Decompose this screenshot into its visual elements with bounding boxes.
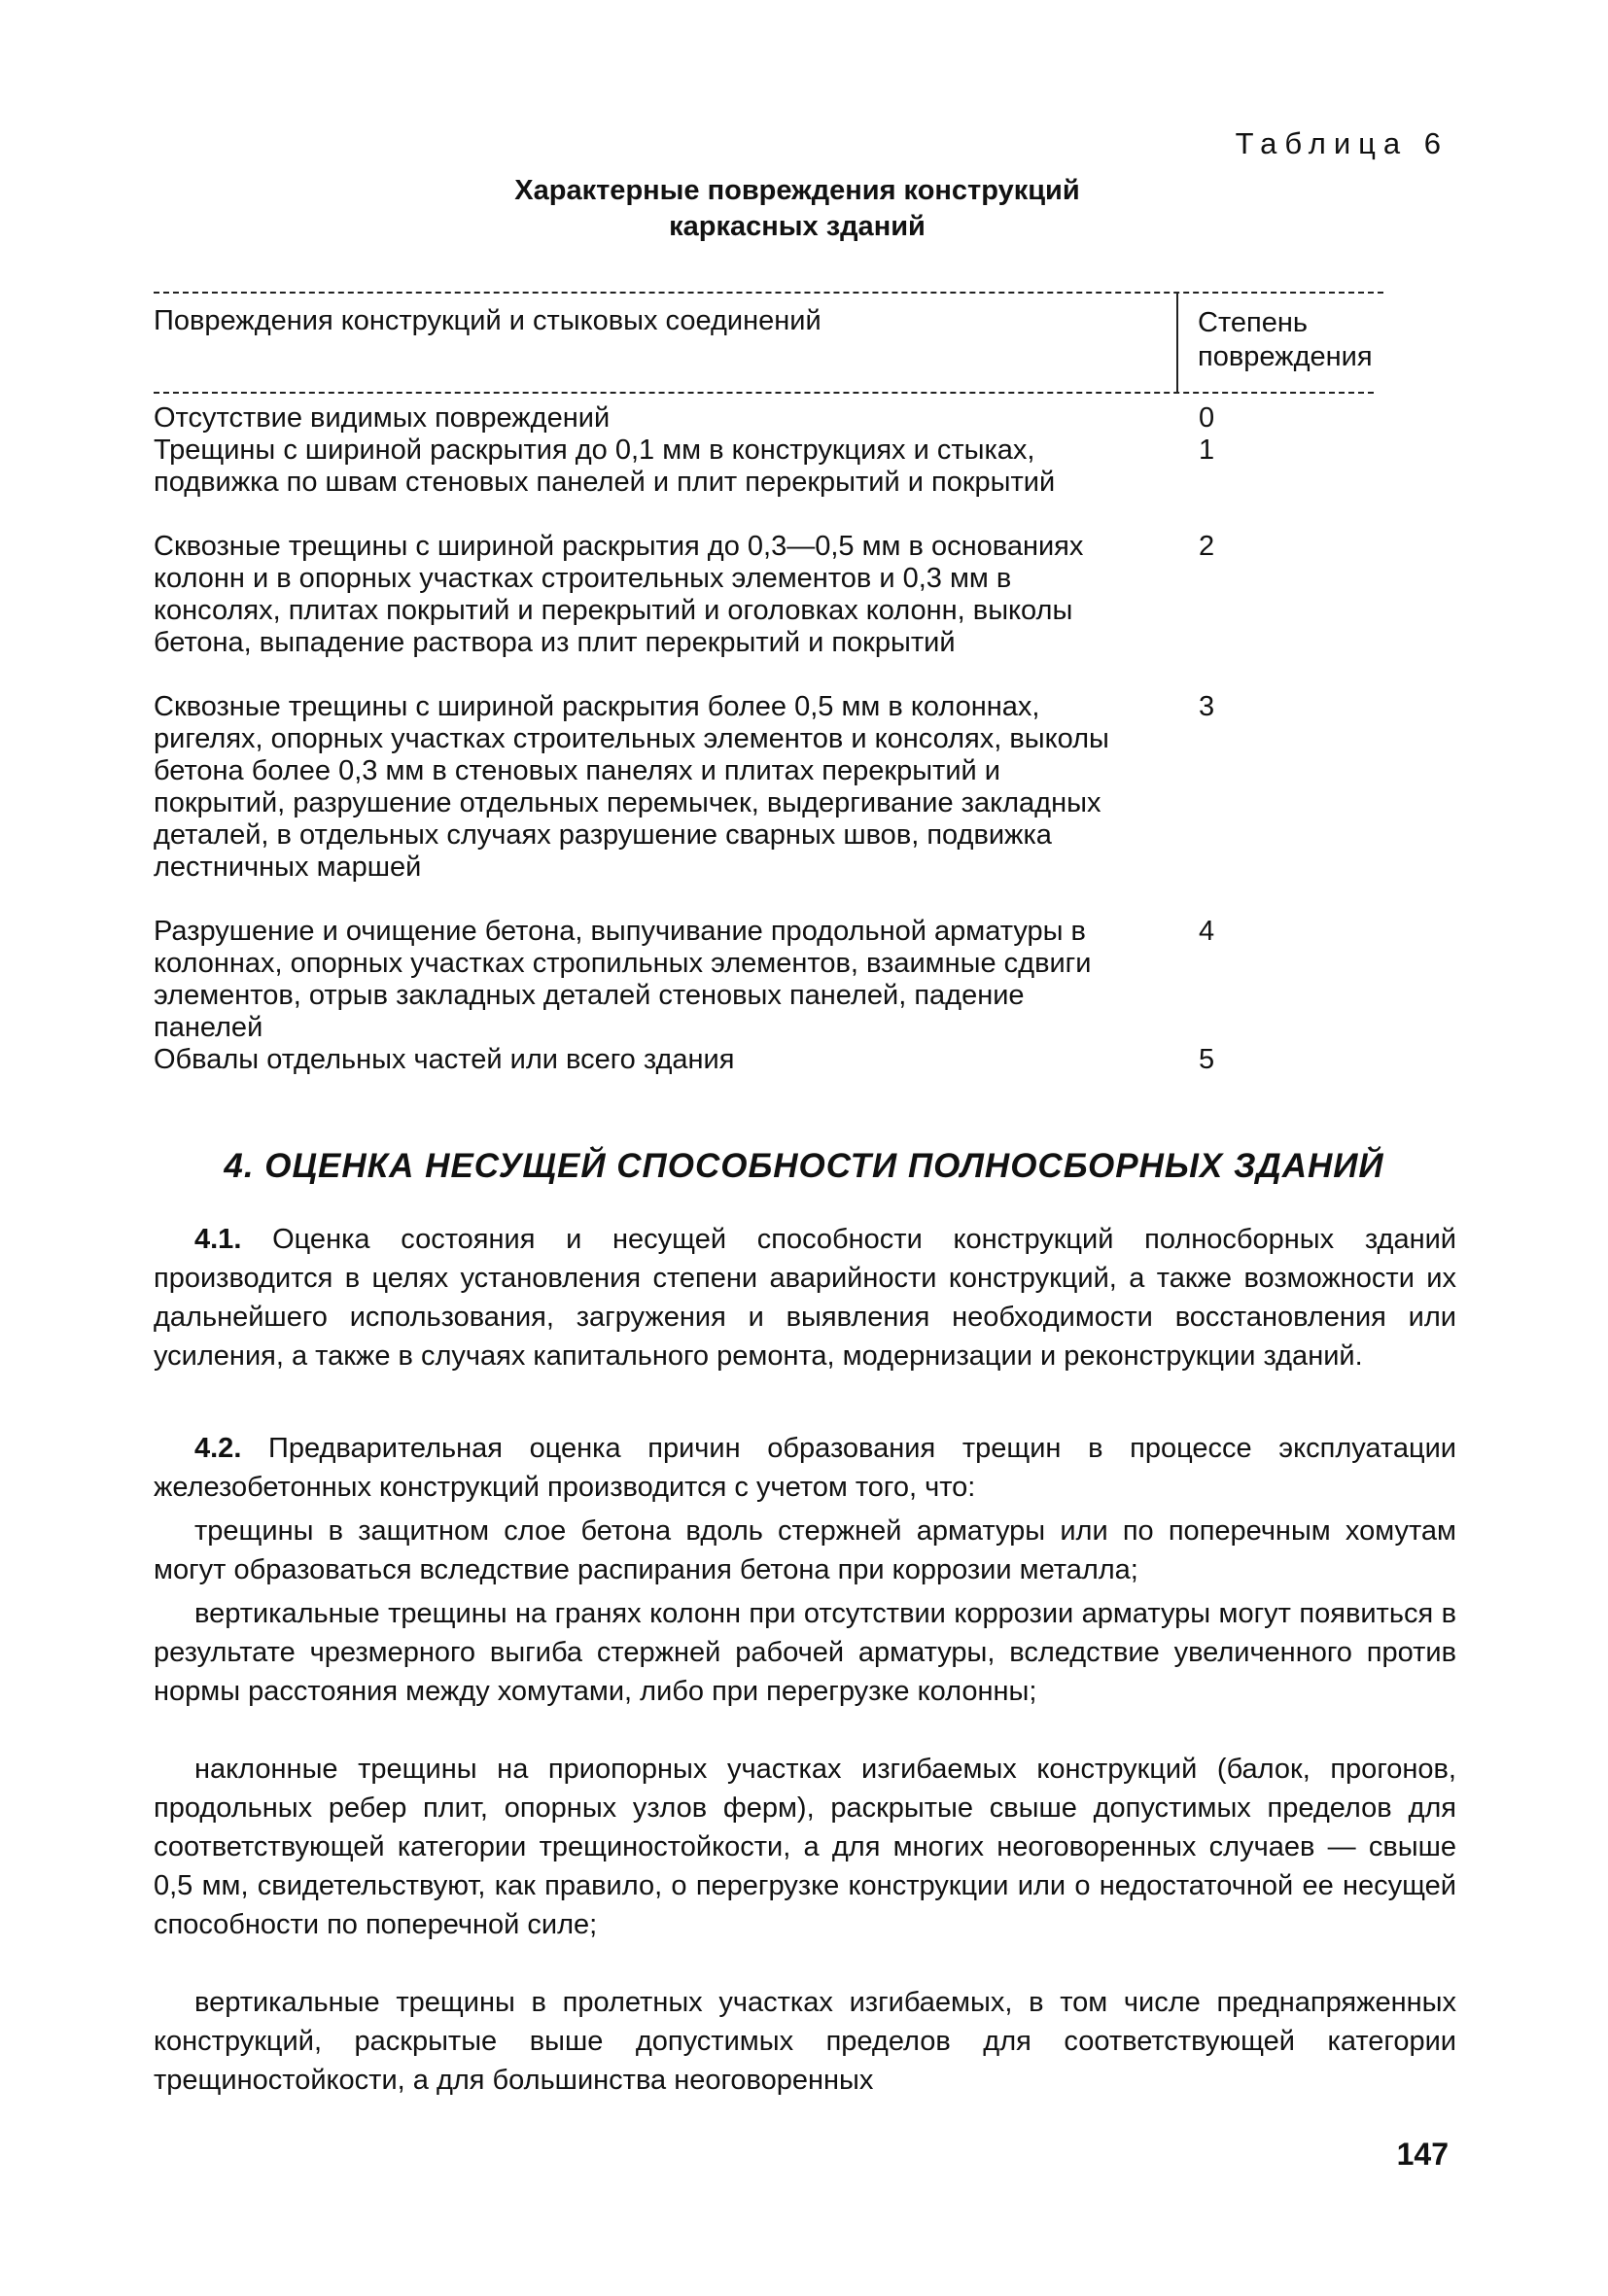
paragraph-list-item: трещины в защитном слое бетона вдоль стержней арматуры или по поперечным хомутам могут образоваться вследствие распирания бетона при коррозии металла; (154, 1515, 1456, 1585)
paragraph-text: Оценка состояния и несущей способности конструкций полносборных зданий производится в целях установления степени аварийности конструкций, а также возможности их дальнейшего использования, загружения и выявления необходимости восстановления или усиления, а также в случаях капитального ремонта, модернизации и реконструкции зданий. (154, 1224, 1456, 1372)
table-row-degree: 5 (1199, 1044, 1215, 1075)
table-col2-header-line1: Степень (1198, 307, 1308, 338)
table-row-degree: 4 (1199, 916, 1215, 947)
paragraph-4-2 (154, 1429, 1456, 1507)
table-row-degree: 2 (1199, 531, 1215, 562)
table-row-text: Обвалы отдельных частей или всего здания (154, 1044, 735, 1075)
table-title (369, 173, 1225, 245)
table-row-text: Сквозные трещины с шириной раскрытия до 0,3—0,5 мм в основаниях колонн и в опорных участках строительных элементов и 0,3 мм в консолях, плитах покрытий и перекрытий и оголовках колонн, выколы бетона, выпадение раствора из плит перекрытий и покрытий (154, 531, 1084, 658)
paragraph-list-item: наклонные трещины на приопорных участках изгибаемых конструкций (балок, прогонов, продольных ребер плит, опорных узлов ферм), раскрытые свыше допустимых пределов для соответствующей категории трещиностойкости, а для многих неоговоренных случаев — свыше 0,5 мм, свидетельствуют, как правило, о перегрузке конструкции или о недостаточной ее несущей способности по поперечной силе; (154, 1754, 1456, 1940)
paragraph-number: 4.2. (194, 1433, 242, 1464)
table-label: Таблица 6 (1235, 126, 1449, 160)
paragraph-4-1 (154, 1220, 1456, 1375)
table-header-rule (154, 392, 1374, 394)
table-row (154, 402, 1456, 435)
table-row-text: Сквозные трещины с шириной раскрытия более 0,5 мм в колоннах, ригелях, опорных участках строительных элементов и консолях, выколы бетона более 0,3 мм в стеновых панелях и плитах перекрытий и покрытий, разрушение отдельных перемычек, выдергивание закладных деталей, в отдельных случаях разрушение сварных швов, подвижка лестничных маршей (154, 691, 1109, 883)
table-row-degree: 3 (1199, 691, 1215, 722)
paragraph-text: Предварительная оценка причин образования трещин в процессе эксплуатации железобетонных конструкций производится с учетом того, что: (154, 1433, 1456, 1503)
table-row (154, 1044, 1456, 1076)
table-title-line1: Характерные повреждения конструкций (514, 175, 1080, 206)
table-column-divider (1176, 292, 1178, 392)
table-row-text: Отсутствие видимых повреждений (154, 402, 611, 434)
page-number: 147 (1396, 2137, 1449, 2172)
paragraph-number: 4.1. (194, 1224, 242, 1255)
table-row-text: Разрушение и очищение бетона, выпучивание продольной арматуры в колоннах, опорных участках стропильных элементов, взаимные сдвиги элементов, отрыв закладных деталей стеновых панелей, падение панелей (154, 916, 1092, 1043)
table-row-degree: 1 (1199, 435, 1215, 466)
table-col1-header: Повреждения конструкций и стыковых соединений (154, 305, 821, 336)
paragraph-list-item: вертикальные трещины на гранях колонн при отсутствии коррозии арматуры могут появиться в результате чрезмерного выгиба стержней рабочей арматуры, вследствие увеличенного против нормы расстояния между хомутами, либо при перегрузке колонны; (154, 1598, 1456, 1707)
table-row-text: Трещины с шириной раскрытия до 0,1 мм в конструкциях и стыках, подвижка по швам стеновых панелей и плит перекрытий и покрытий (154, 435, 1056, 498)
table-title-line2: каркасных зданий (669, 211, 926, 242)
table-row (154, 916, 1456, 1044)
table-col2-header-line2: повреждения (1198, 341, 1373, 372)
table-row (154, 531, 1456, 659)
table-col2-header (1198, 306, 1373, 374)
paragraph-list-item: вертикальные трещины в пролетных участках изгибаемых, в том числе преднапряженных конструкций, раскрытые выше допустимых пределов для соответствующей категории трещиностойкости, а для большинства неоговоренных (154, 1987, 1456, 2096)
table-row (154, 691, 1456, 884)
table-row (154, 435, 1456, 499)
section-title: 4. ОЦЕНКА НЕСУЩЕЙ СПОСОБНОСТИ ПОЛНОСБОРНЫХ ЗДАНИЙ (224, 1147, 1384, 1185)
table-top-rule (154, 292, 1383, 294)
table-row-degree: 0 (1199, 402, 1215, 434)
